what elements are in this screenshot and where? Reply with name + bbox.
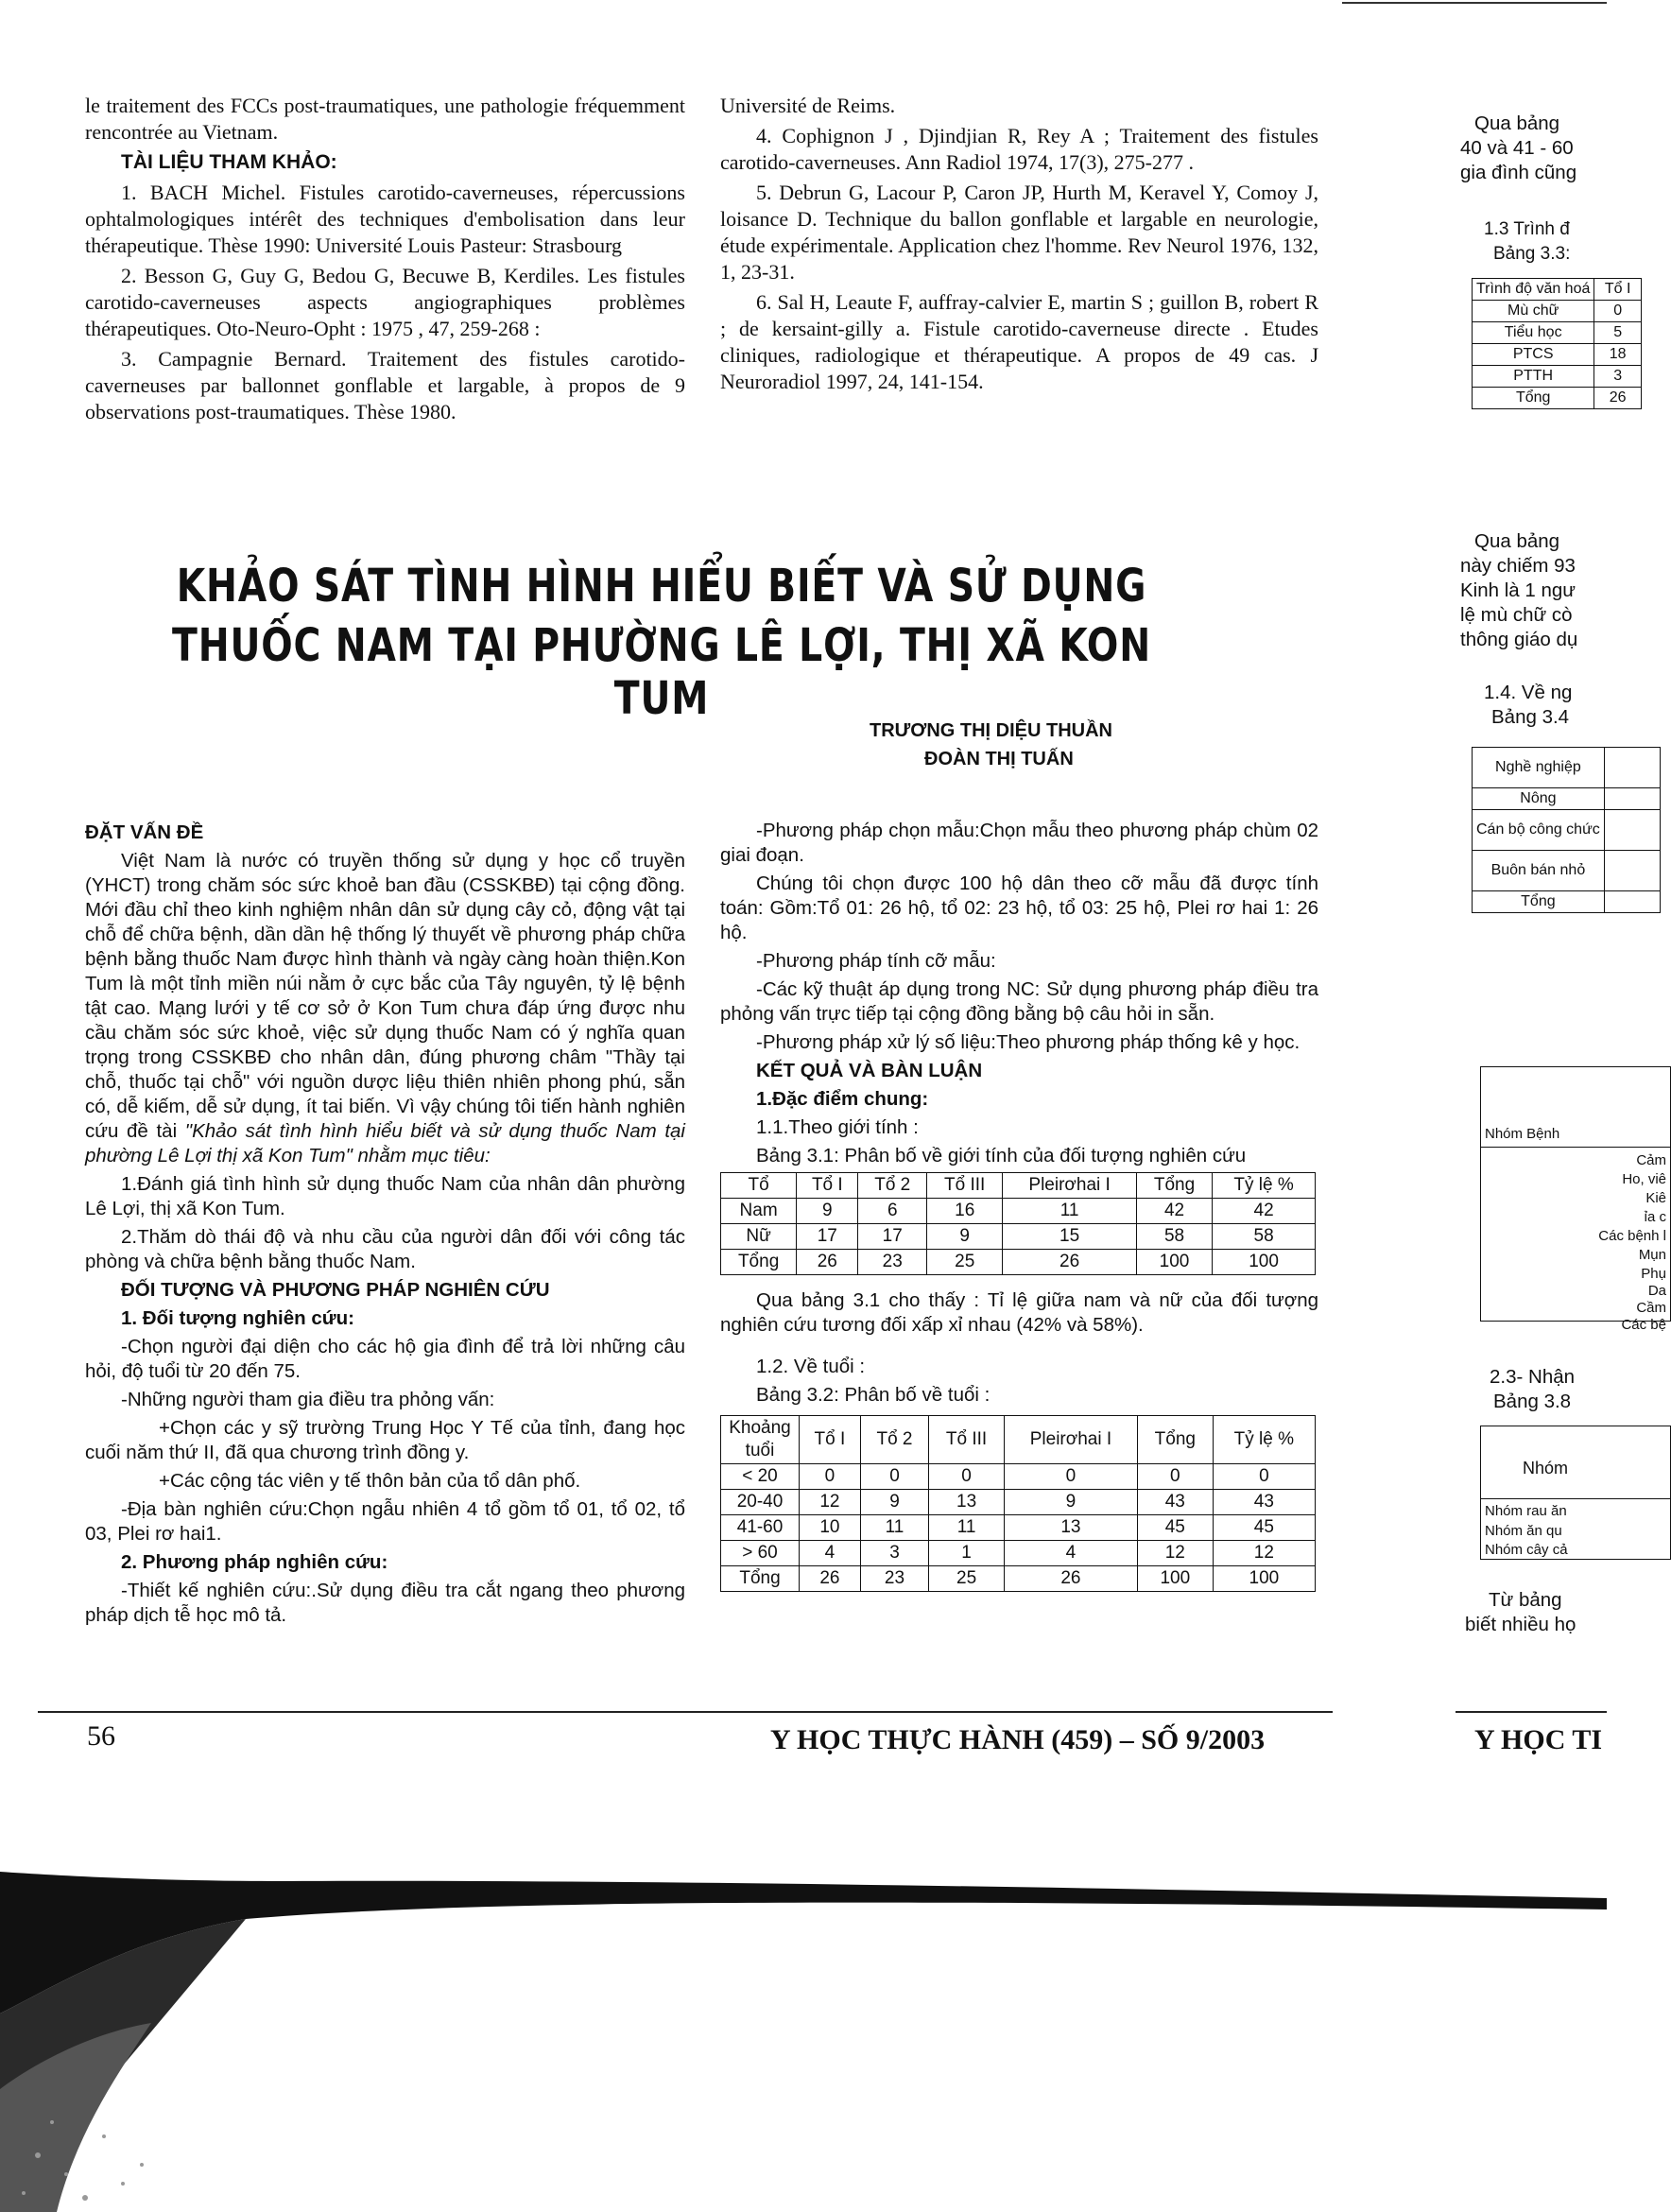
table-cell: Tổ I (1594, 279, 1642, 301)
intro-italic-text: "Khảo sát tình hình hiểu biết và sử dụng thuốc Nam tại phường Lê Lợi thị xã Kon Tum" nhằm mục tiêu: (85, 1120, 685, 1166)
table-row (1473, 388, 1642, 409)
mid-refs-column (720, 93, 1318, 399)
table-header-cell: Nhóm Bệnh (1485, 1126, 1560, 1142)
body-text: -Phương pháp xử lý số liệu:Theo phương pháp thống kê y học. (756, 1031, 1301, 1053)
body-text: lệ mù chữ cò (1460, 604, 1573, 626)
table-cell: 25 (927, 1250, 1003, 1275)
footer-rule-right (1456, 1711, 1607, 1713)
table-cell: 23 (858, 1250, 927, 1275)
footer-rule-left (38, 1711, 1333, 1713)
body-text: -Phương pháp chọn mẫu:Chọn mẫu theo phương pháp chùm 02 giai đoạn. (720, 820, 1318, 866)
table-cell: 18 (1594, 344, 1642, 366)
table-cell: 15 (1003, 1224, 1137, 1250)
table-cell: Nhóm rau ăn (1485, 1503, 1567, 1519)
body-text: Qua bảng (1474, 112, 1560, 134)
author-name: ĐOÀN THỊ TUẤN (924, 749, 1074, 769)
table-cell: ỉa c (1644, 1209, 1666, 1225)
table-cell: 26 (797, 1250, 858, 1275)
body-text: -Chọn người đại diện cho các hộ gia đình để trả lời những câu hỏi, độ tuổi từ 20 đến 75. (85, 1336, 685, 1382)
table-cell: 9 (1004, 1490, 1137, 1515)
table-cell: 100 (1213, 1250, 1316, 1275)
table-cell: 0 (1213, 1464, 1315, 1490)
table-header-row (721, 1416, 1316, 1464)
body-text: gia đình cũng (1460, 162, 1577, 183)
table-cell: 26 (800, 1566, 861, 1592)
body-text: -Địa bàn nghiên cứu:Chọn ngẫu nhiên 4 tổ gồm tổ 01, tổ 02, tổ 03, Plei rơ hai1. (85, 1498, 685, 1545)
subsection-heading: 1. Đối tượng nghiên cứu: (121, 1307, 354, 1329)
table-cell: 58 (1213, 1224, 1316, 1250)
body-text: này chiếm 93 (1460, 555, 1576, 577)
table-cell: 26 (1004, 1566, 1137, 1592)
table-cell (1604, 748, 1660, 788)
table-cell: 11 (1003, 1199, 1137, 1224)
table-row (721, 1199, 1316, 1224)
table-cell: 43 (1213, 1490, 1315, 1515)
table-cell: Cảm (1636, 1152, 1666, 1168)
table-row (721, 1541, 1316, 1566)
table-cell: 12 (800, 1490, 861, 1515)
table-3-4 (1472, 747, 1661, 913)
table-cell (1604, 851, 1660, 891)
table-cell: 16 (927, 1199, 1003, 1224)
body-text: Từ bảng (1489, 1589, 1562, 1611)
table-cell: Tổ (721, 1173, 797, 1199)
table-caption: Bảng 3.3: (1493, 244, 1571, 264)
table-divider (1481, 1498, 1670, 1499)
table-cell: 20-40 (721, 1490, 800, 1515)
table-cell: 12 (1213, 1541, 1315, 1566)
subsection-label: 1.1.Theo giới tính : (756, 1116, 919, 1138)
reference-item: 2. Besson G, Guy G, Bedou G, Becuwe B, Kerdiles. Les fistules carotido-caverneuses aspects angiographiques problèmes thérapeutiques. Oto-Neuro-Opht : 1975 , 47, 259-268 : (85, 264, 685, 340)
table-cell: Da (1647, 1283, 1666, 1299)
table-cell: 0 (860, 1464, 928, 1490)
table-cell: 3 (860, 1541, 928, 1566)
table-cell: Tổ I (800, 1416, 861, 1464)
table-cell: 100 (1213, 1566, 1315, 1592)
section-heading: ĐỐI TƯỢNG VÀ PHƯƠNG PHÁP NGHIÊN CỨU (121, 1279, 550, 1301)
body-text: 40 và 41 - 60 (1460, 137, 1574, 159)
body-text: -Các kỹ thuật áp dụng trong NC: Sử dụng phương pháp điều tra phỏng vấn trực tiếp tại cộng đồng bằng bộ câu hỏi in sẵn. (720, 978, 1318, 1025)
table-cell (1604, 788, 1660, 810)
table-cell: 58 (1136, 1224, 1212, 1250)
table-cell: 5 (1594, 322, 1642, 344)
body-text: +Các cộng tác viên y tế thôn bản của tổ dân phố. (159, 1470, 581, 1492)
subsection-label: 1.3 Trình đ (1484, 219, 1570, 239)
table-cell: 45 (1137, 1515, 1213, 1541)
table-cell: Tổ 2 (860, 1416, 928, 1464)
table-cell: Tổng (721, 1250, 797, 1275)
table-cell: 0 (1594, 301, 1642, 322)
table-row (1473, 366, 1642, 388)
reference-item: 6. Sal H, Leaute F, auffray-calvier E, martin S ; guillon B, robert R ; de kersaint-gilly a. Fistule carotido-caverneuse directe . Etudes cliniques, radiologique et thérapeutique. A propos de 49 cas. J Neuroradiol 1997, 24, 141-154. (720, 290, 1318, 393)
body-text: +Chọn các y sỹ trường Trung Học Y Tế của tỉnh, đang học cuối năm thứ II, đã qua chương trình đồng y. (85, 1417, 685, 1463)
table-cell: Mù chữ (1473, 301, 1594, 322)
table-cell: Tổng (1137, 1416, 1213, 1464)
table-row (721, 1515, 1316, 1541)
table-3-8 (1480, 1426, 1671, 1560)
journal-footer-right: Y HỌC TI (1474, 1724, 1603, 1755)
table-cell: Phụ (1641, 1266, 1666, 1282)
table-row (1473, 851, 1661, 891)
table-cell: Pleirơhai I (1003, 1173, 1137, 1199)
table-header-row (721, 1173, 1316, 1199)
table-cell: 6 (858, 1199, 927, 1224)
table-row (1473, 748, 1661, 788)
table-cell: Nhóm cây cả (1485, 1542, 1568, 1558)
table-divider (1481, 1147, 1670, 1148)
table-cell: 0 (1137, 1464, 1213, 1490)
table-row (721, 1250, 1316, 1275)
table-cell: Nam (721, 1199, 797, 1224)
table-cell: 12 (1137, 1541, 1213, 1566)
table-cell: 43 (1137, 1490, 1213, 1515)
table-header-cell: Nhóm (1523, 1459, 1569, 1478)
table-3-1 (720, 1172, 1316, 1275)
references-heading: TÀI LIỆU THAM KHẢO: (121, 151, 337, 173)
table-cell: 0 (800, 1464, 861, 1490)
table-cell: Cán bộ công chức (1473, 810, 1605, 851)
table-cell: 17 (858, 1224, 927, 1250)
table-cell: < 20 (721, 1464, 800, 1490)
table-cell: Cầm (1636, 1300, 1666, 1316)
table-cell: 26 (1594, 388, 1642, 409)
table-cell: Trình độ văn hoá (1473, 279, 1594, 301)
left-refs-column (85, 93, 685, 429)
table-row (1473, 891, 1661, 913)
subsection-label: 1.2. Về tuổi : (756, 1356, 866, 1377)
subsection-heading: 2. Phương pháp nghiên cứu: (121, 1551, 388, 1573)
body-text: biết nhiều họ (1465, 1614, 1576, 1635)
table-row (721, 1566, 1316, 1592)
table-cell: 13 (929, 1490, 1005, 1515)
table-cell: > 60 (721, 1541, 800, 1566)
table-cell: PTCS (1473, 344, 1594, 366)
table-cell: 9 (797, 1199, 858, 1224)
page-number: 56 (87, 1720, 115, 1752)
table-cell: 17 (797, 1224, 858, 1250)
table-row (1473, 810, 1661, 851)
article-left-column (85, 819, 685, 1632)
intro-paragraph (85, 849, 685, 1168)
table-cell: Các bệ (1621, 1317, 1666, 1333)
table-caption: Bảng 3.1: Phân bố về giới tính của đối tượng nghiên cứu (756, 1145, 1247, 1166)
table-cell: Tổng (1473, 891, 1605, 913)
table-cell: Tiểu học (1473, 322, 1594, 344)
table-cell: Khoảng tuổi (721, 1416, 800, 1464)
table-cell: 0 (1004, 1464, 1137, 1490)
table-row (721, 1224, 1316, 1250)
table-row (1473, 322, 1642, 344)
body-text: -Phương pháp tính cỡ mẫu: (756, 950, 996, 972)
section-heading: ĐẶT VẤN ĐỀ (85, 821, 204, 843)
goal-item: 1.Đánh giá tình hình sử dụng thuốc Nam của nhân dân phường Lê Lợi, thị xã Kon Tum. (85, 1173, 685, 1219)
table-cell: 11 (929, 1515, 1005, 1541)
table-cell (1604, 810, 1660, 851)
table-caption: Bảng 3.8 (1493, 1391, 1572, 1412)
table-cell: Tỷ lệ % (1213, 1173, 1316, 1199)
table-cell: Tổ III (929, 1416, 1005, 1464)
table-cell: 0 (929, 1464, 1005, 1490)
table-cell: 1 (929, 1541, 1005, 1566)
table-row (1473, 301, 1642, 322)
body-text: Qua bảng (1474, 530, 1560, 552)
table-cell: 26 (1003, 1250, 1137, 1275)
table-cell: 41-60 (721, 1515, 800, 1541)
table-3-3 (1472, 278, 1642, 409)
table-cell: Tổng (1473, 388, 1594, 409)
table-row (721, 1464, 1316, 1490)
scan-edge-artifact (0, 1777, 1607, 2212)
table-cell: 13 (1004, 1515, 1137, 1541)
table-cell: Nữ (721, 1224, 797, 1250)
author-name: TRƯƠNG THỊ DIỆU THUẦN (870, 720, 1112, 741)
article-title-line1: KHẢO SÁT TÌNH HÌNH HIỂU BIẾT VÀ SỬ DỤNG (176, 560, 1147, 613)
reference-item: 3. Campagnie Bernard. Traitement des fistules carotido-caverneuses par ballonnet gonflable et largable, à propos de 9 observations post-traumatiques. Thèse 1980. (85, 347, 685, 423)
article-mid-column (720, 819, 1318, 1592)
table-header-row (1473, 279, 1642, 301)
table-cell: Các bệnh l (1598, 1228, 1666, 1244)
body-text: -Những người tham gia điều tra phỏng vấn: (121, 1389, 495, 1410)
table-cell: Kiê (1645, 1190, 1666, 1206)
table-cell: 4 (1004, 1541, 1137, 1566)
table-3-2 (720, 1415, 1316, 1592)
table-cell: 42 (1136, 1199, 1212, 1224)
table-row (1473, 344, 1642, 366)
table-cell: Tổng (721, 1566, 800, 1592)
table-row (1473, 788, 1661, 810)
table-cell: Nghề nghiệp (1473, 748, 1605, 788)
subsection-heading: 1.Đặc điểm chung: (756, 1088, 929, 1110)
refs-intro-text: Université de Reims. (720, 94, 896, 117)
table-cell: Tổ 2 (858, 1173, 927, 1199)
section-heading: KẾT QUẢ VÀ BÀN LUẬN (756, 1060, 983, 1081)
table-cell: 3 (1594, 366, 1642, 388)
table-cell: PTTH (1473, 366, 1594, 388)
table-cell: Tỷ lệ % (1213, 1416, 1315, 1464)
table-cell: 23 (860, 1566, 928, 1592)
table-cell: Nông (1473, 788, 1605, 810)
table-cell: 10 (800, 1515, 861, 1541)
table-cell: Tổ I (797, 1173, 858, 1199)
table-cell (1604, 891, 1660, 913)
table-cell: 25 (929, 1566, 1005, 1592)
reference-item: 4. Cophignon J , Djindjian R, Rey A ; Traitement des fistules carotido-caverneuses. Ann Radiol 1974, 17(3), 275-277 . (720, 124, 1318, 174)
table-cell: 45 (1213, 1515, 1315, 1541)
body-text: Qua bảng 3.1 cho thấy : Tỉ lệ giữa nam và nữ của đối tượng nghiên cứu tương đối xấp xỉ nhau (42% và 58%). (720, 1289, 1318, 1336)
table-cell: Ho, viê (1622, 1171, 1666, 1187)
table-caption: Bảng 3.4 (1491, 706, 1570, 728)
table-cell: 100 (1137, 1566, 1213, 1592)
table-cell: 4 (800, 1541, 861, 1566)
table-cell: Nhóm ăn qu (1485, 1523, 1562, 1539)
table-cell: Mụn (1638, 1247, 1666, 1263)
intro-text: Việt Nam là nước có truyền thống sử dụng y học cổ truyền (YHCT) trong chăm sóc sức khoẻ ban đầu (CSSKBĐ) tại cộng đồng. Mới đầu chỉ theo kinh nghiệm nhân dân sử dụng cây cỏ, động vật tại chỗ để chữa bệnh, dần dần hệ thống lý thuyết về phương pháp chữa bệnh bằng thuốc Nam được hình thành và ngày càng hoàn thiện.Kon Tum là một tỉnh miền núi nằm ở cực bắc của Tây nguyên, tỷ lệ bệnh tật cao. Mạng lưới y tế cơ sở ở Kon Tum chưa đáp ứng được nhu cầu chăm sóc sức khoẻ, việc sử dụng thuốc Nam có ý nghĩa quan trọng trong CSSKBĐ cho nhân dân, đúng phương châm "Thầy tại chỗ, thuốc tại chỗ" với nguồn dược liệu thiên nhiên phong phú, sẵn có, dễ kiếm, dễ sử dụng, ít tai biến. Vì vậy chúng tôi tiến hành nghiên cứu đề tài (85, 850, 685, 1142)
reference-item: 1. BACH Michel. Fistules carotido-caverneuses, répercussions ophtalmologiques intérêt des techniques d'embolisation dans leur thérapeutique. Thèse 1990: Université Louis Pasteur: Strasbourg (85, 181, 685, 257)
journal-footer: Y HỌC THỰC HÀNH (459) – SỐ 9/2003 (770, 1724, 1266, 1755)
body-text: -Thiết kế nghiên cứu:.Sử dụng điều tra cắt ngang theo phương pháp dịch tễ học mô tả. (85, 1580, 685, 1626)
table-row (721, 1490, 1316, 1515)
table-cell: 9 (927, 1224, 1003, 1250)
subsection-label: 2.3- Nhận (1490, 1366, 1576, 1388)
table-caption: Bảng 3.2: Phân bố về tuổi : (756, 1384, 991, 1406)
table-cell: Tổ III (927, 1173, 1003, 1199)
table-3-7 (1480, 1066, 1671, 1333)
table-cell: Tổng (1136, 1173, 1212, 1199)
reference-item: 5. Debrun G, Lacour P, Caron JP, Hurth M, Keravel Y, Comoy J, loisance D. Technique du ballon gonflable et largable en neurologie, étude expérimentale. Application chez l'homme. Rev Neurol 1976, 132, 1, 23-31. (720, 181, 1318, 284)
subsection-label: 1.4. Về ng (1484, 682, 1573, 703)
goal-item: 2.Thăm dò thái độ và nhu cầu của người dân đối với công tác phòng và chữa bệnh bằng thuốc Nam. (85, 1226, 685, 1272)
body-text: Kinh là 1 ngư (1460, 579, 1576, 601)
body-text: Chúng tôi chọn được 100 hộ dân theo cỡ mẫu đã được tính toán: Gồm:Tổ 01: 26 hộ, tổ 02: 23 hộ, tổ 03: 25 hộ, Plei rơ hai 1: 26 hộ. (720, 873, 1318, 943)
table-cell: 9 (860, 1490, 928, 1515)
article-right-column-clipped (1456, 0, 1666, 1891)
table-cell: 100 (1136, 1250, 1212, 1275)
table-cell: Buôn bán nhỏ (1473, 851, 1605, 891)
table-cell: Pleirơhai I (1004, 1416, 1137, 1464)
table-cell: 42 (1213, 1199, 1316, 1224)
table-cell: 11 (860, 1515, 928, 1541)
body-text: thông giáo dụ (1460, 629, 1578, 650)
article-title-line2: THUỐC NAM TẠI PHƯỜNG LÊ LỢI, THỊ XÃ KON TUM (172, 619, 1151, 725)
refs-intro-text: le traitement des FCCs post-traumatiques, une pathologie fréquemment rencontrée au Vietnam. (85, 94, 685, 144)
